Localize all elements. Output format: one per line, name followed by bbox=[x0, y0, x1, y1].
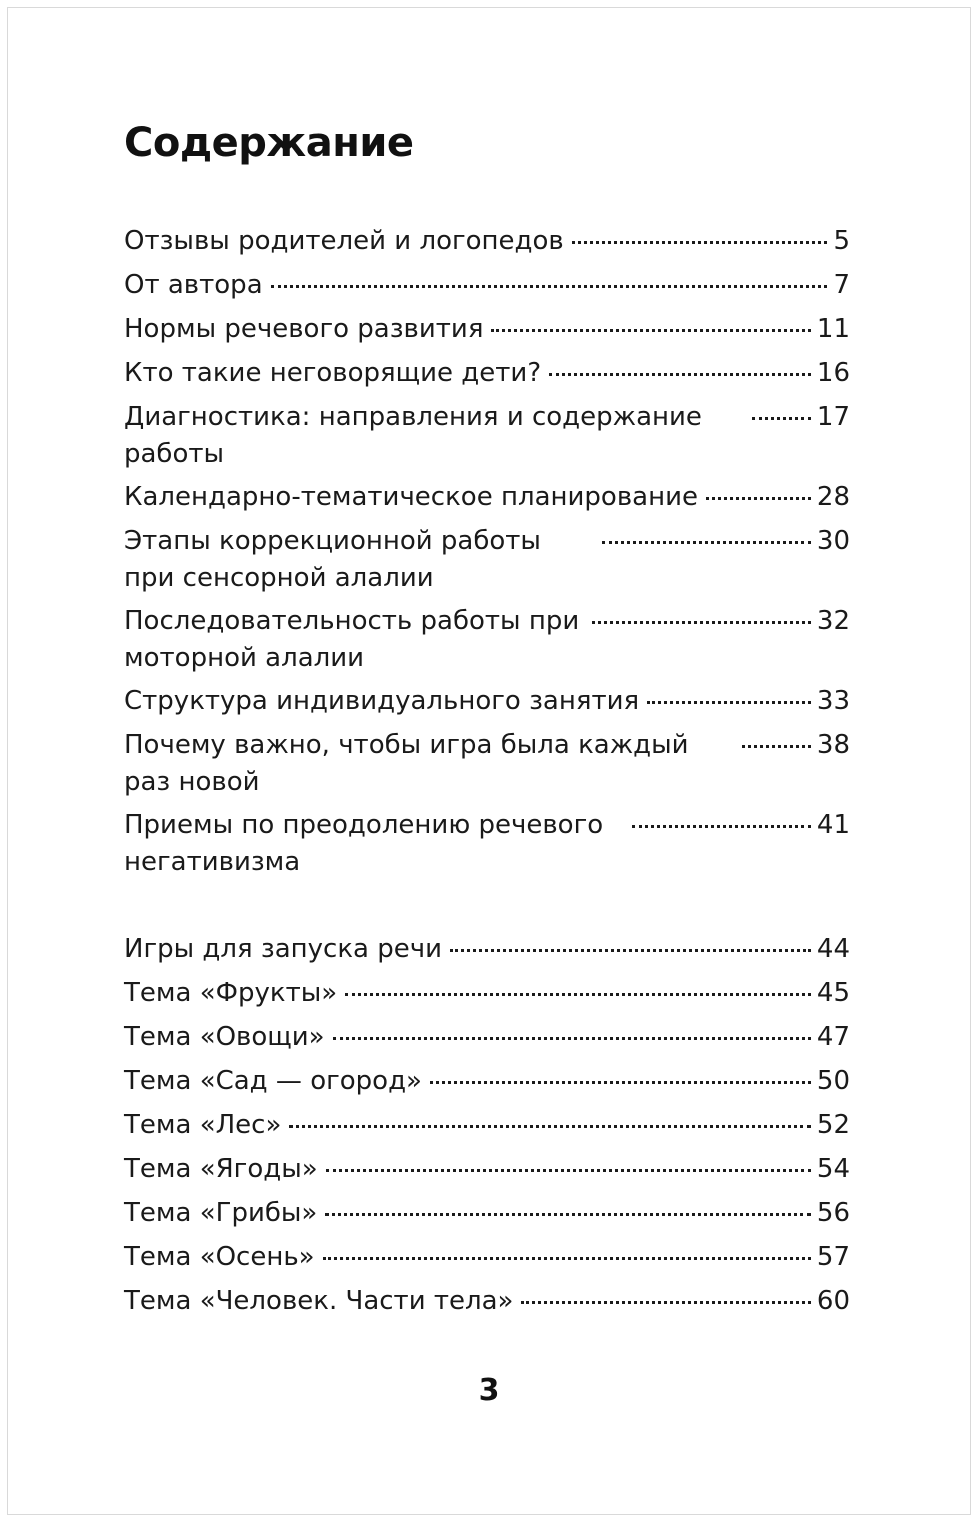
toc-entry-page: 32 bbox=[816, 606, 850, 636]
toc-entry-title: Календарно-тематическое планирование bbox=[124, 482, 698, 512]
toc-leader-dots bbox=[271, 285, 828, 288]
toc-entry bbox=[124, 1107, 850, 1144]
toc-entry bbox=[124, 1195, 850, 1232]
section-gap bbox=[124, 887, 850, 931]
toc-leader-dots bbox=[752, 417, 811, 420]
toc-leader-dots bbox=[491, 329, 810, 332]
toc-entry-page: 44 bbox=[816, 934, 850, 964]
toc-entry bbox=[124, 931, 850, 968]
toc-leader-dots bbox=[602, 541, 811, 544]
page-number: 3 bbox=[478, 1373, 500, 1408]
toc-entry bbox=[124, 975, 850, 1012]
toc-entry-title: Тема «Сад — огород» bbox=[124, 1066, 422, 1096]
toc-entry bbox=[124, 727, 850, 801]
toc-entry-page: 57 bbox=[816, 1242, 850, 1272]
toc-entry bbox=[124, 399, 850, 473]
toc-entry-title: Нормы речевого развития bbox=[124, 314, 484, 344]
toc-entry bbox=[124, 311, 850, 348]
toc-entry-title: Почему важно, чтобы игра была каждый раз новой bbox=[124, 730, 689, 797]
toc-entry-page: 50 bbox=[816, 1066, 850, 1096]
toc-entry-title: Тема «Осень» bbox=[124, 1242, 315, 1272]
toc-entry-page: 30 bbox=[816, 526, 850, 556]
toc-entry bbox=[124, 1019, 850, 1056]
toc-entry bbox=[124, 683, 850, 720]
toc-leader-dots bbox=[323, 1257, 811, 1260]
toc-entry bbox=[124, 1239, 850, 1276]
toc-entry-page: 28 bbox=[816, 482, 850, 512]
toc-entry-title: Тема «Ягоды» bbox=[124, 1154, 318, 1184]
toc-entry bbox=[124, 603, 850, 677]
toc-entry-page: 41 bbox=[816, 810, 850, 840]
toc-entry-title: Последовательность работы при моторной алалии bbox=[124, 606, 580, 673]
toc-entry-page: 33 bbox=[816, 686, 850, 716]
toc-leader-dots bbox=[325, 1213, 811, 1216]
toc-leader-dots bbox=[289, 1125, 811, 1128]
toc-entry bbox=[124, 1151, 850, 1188]
toc-entry-title: Кто такие неговорящие дети? bbox=[124, 358, 542, 388]
toc-entry bbox=[124, 523, 850, 597]
toc-entry-page: 38 bbox=[816, 730, 850, 760]
toc-entry-title: От автора bbox=[124, 270, 263, 300]
toc-entry bbox=[124, 355, 850, 392]
toc-entry-title: Диагностика: направления и содержание работы bbox=[124, 402, 702, 469]
toc-entry-page: 5 bbox=[833, 226, 850, 256]
toc-leader-dots bbox=[430, 1081, 811, 1084]
toc-leader-dots bbox=[647, 701, 811, 704]
toc-leader-dots bbox=[450, 949, 811, 952]
toc-entry bbox=[124, 267, 850, 304]
page-title: Содержание bbox=[124, 120, 414, 166]
toc-leader-dots bbox=[592, 621, 811, 624]
toc-entry-page: 17 bbox=[816, 402, 850, 432]
toc-entry bbox=[124, 807, 850, 881]
toc-entry bbox=[124, 1283, 850, 1320]
toc-entry-title: Структура индивидуального занятия bbox=[124, 686, 640, 716]
toc-entry-title: Тема «Грибы» bbox=[124, 1198, 318, 1228]
toc-leader-dots bbox=[572, 241, 828, 244]
toc-entry-title: Приемы по преодолению речевого негативизма bbox=[124, 810, 604, 877]
toc-entry-title: Отзывы родителей и логопедов bbox=[124, 226, 564, 256]
toc-leader-dots bbox=[521, 1301, 810, 1304]
toc-leader-dots bbox=[549, 373, 811, 376]
toc-entry-page: 16 bbox=[816, 358, 850, 388]
toc-entry-title: Тема «Фрукты» bbox=[124, 978, 338, 1008]
toc-leader-dots bbox=[326, 1169, 811, 1172]
toc-entry bbox=[124, 1063, 850, 1100]
toc-entry-title: Тема «Овощи» bbox=[124, 1022, 325, 1052]
toc-leader-dots bbox=[632, 825, 811, 828]
toc-entry bbox=[124, 479, 850, 516]
toc-leader-dots bbox=[333, 1037, 811, 1040]
table-of-contents bbox=[124, 223, 850, 1327]
toc-entry-page: 56 bbox=[816, 1198, 850, 1228]
toc-leader-dots bbox=[345, 993, 811, 996]
toc-entry-title: Тема «Лес» bbox=[124, 1110, 282, 1140]
toc-entry-page: 54 bbox=[816, 1154, 850, 1184]
book-page bbox=[7, 7, 971, 1515]
toc-leader-dots bbox=[742, 745, 811, 748]
toc-entry-title: Тема «Человек. Части тела» bbox=[124, 1286, 514, 1316]
toc-entry-page: 60 bbox=[816, 1286, 850, 1316]
toc-entry-title: Этапы коррекционной работы при сенсорной алалии bbox=[124, 526, 541, 593]
toc-leader-dots bbox=[706, 497, 811, 500]
toc-entry-page: 11 bbox=[816, 314, 850, 344]
toc-entry-page: 52 bbox=[816, 1110, 850, 1140]
toc-entry-title: Игры для запуска речи bbox=[124, 934, 443, 964]
toc-entry-page: 45 bbox=[816, 978, 850, 1008]
toc-entry-page: 7 bbox=[833, 270, 850, 300]
toc-entry-page: 47 bbox=[816, 1022, 850, 1052]
toc-entry bbox=[124, 223, 850, 260]
